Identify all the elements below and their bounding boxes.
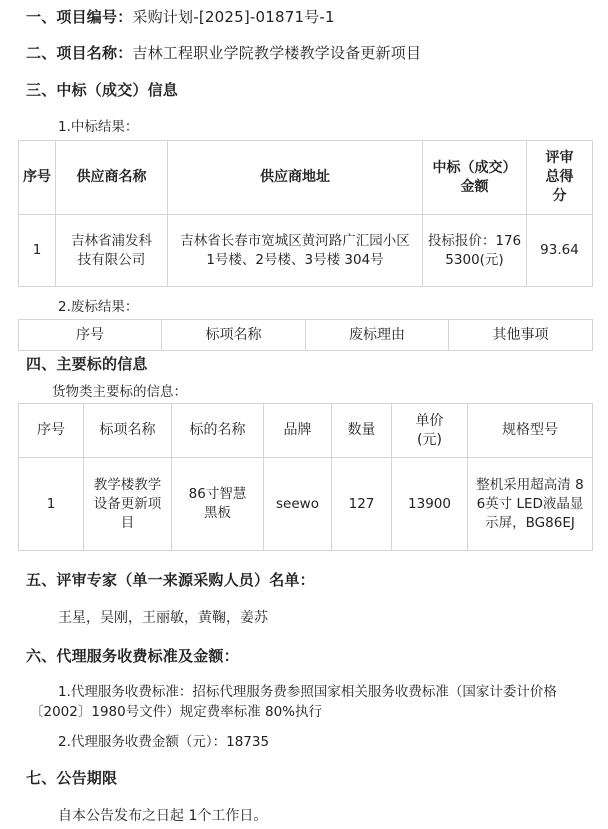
- header-cell: 序号: [19, 141, 56, 215]
- table-cell: 13900: [392, 458, 468, 551]
- header-cell: 规格型号: [468, 404, 593, 458]
- fail-result-table: [18, 319, 593, 351]
- project-number-value: 采购计划-[2025]-01871号-1: [132, 8, 335, 26]
- header-cell: 中标（成交）金额: [423, 141, 527, 215]
- section-experts: 五、评审专家（单一来源采购人员）名单：: [26, 571, 315, 589]
- table-header-row: [19, 404, 593, 458]
- goods-table: [18, 403, 593, 551]
- project-name-value: 吉林工程职业学院教学楼教学设备更新项目: [132, 44, 422, 62]
- section-award-info: 三、中标（成交）信息: [26, 81, 179, 99]
- win-result-table: [18, 140, 593, 287]
- table-cell: 整机采用超高清 86英寸 LED液晶显示屏，BG86EJ: [468, 458, 593, 551]
- header-cell: 标项名称: [84, 404, 172, 458]
- table-cell: 吉林省长春市宽城区黄河路广汇园小区 1号楼、2号楼、3号楼 304号: [168, 215, 423, 287]
- section-notice-period: 七、公告期限: [26, 769, 118, 787]
- header-cell: 评审总得分: [527, 141, 593, 215]
- table-row: [19, 458, 593, 551]
- header-cell: 序号: [19, 320, 162, 351]
- table-header-row: [19, 141, 593, 215]
- table-cell: 投标报价：1765300(元): [423, 215, 527, 287]
- section-agency-fee: 六、代理服务收费标准及金额：: [26, 647, 239, 665]
- table-row: [19, 215, 593, 287]
- header-cell: 供应商名称: [56, 141, 168, 215]
- section-project-name: [26, 42, 421, 63]
- table-cell: 教学楼教学设备更新项目: [84, 458, 172, 551]
- table-cell: 86寸智慧黑板: [172, 458, 264, 551]
- header-cell: 标的名称: [172, 404, 264, 458]
- header-cell: 供应商地址: [168, 141, 423, 215]
- table-cell: 1: [19, 458, 84, 551]
- header-cell: 标项名称: [162, 320, 306, 351]
- fail-result-label: 2.废标结果：: [58, 299, 139, 315]
- header-cell: 序号: [19, 404, 84, 458]
- section-main-items: 四、主要标的信息: [26, 355, 148, 373]
- table-cell: seewo: [264, 458, 332, 551]
- section-heading: 一、项目编号：: [26, 8, 133, 26]
- table-cell: 吉林省浦发科技有限公司: [56, 215, 168, 287]
- header-cell: 品牌: [264, 404, 332, 458]
- table-header-row: [19, 320, 593, 351]
- header-cell: 废标理由: [306, 320, 449, 351]
- win-result-label: 1.中标结果：: [58, 119, 139, 135]
- table-cell: 93.64: [527, 215, 593, 287]
- notice-period-text: 自本公告发布之日起 1个工作日。: [58, 808, 268, 824]
- header-cell: 单价(元): [392, 404, 468, 458]
- section-heading: 二、项目名称：: [26, 44, 133, 62]
- goods-label: 货物类主要标的信息：: [52, 384, 187, 400]
- fee-standard-text: 1.代理服务收费标准：招标代理服务费参照国家相关服务收费标准（国家计委计价格〔2002〕1980号文件）规定费率标准 80%执行: [30, 684, 557, 720]
- fee-amount-text: 2.代理服务收费金额（元）：18735: [58, 734, 270, 750]
- table-cell: 127: [332, 458, 392, 551]
- table-cell: 1: [19, 215, 56, 287]
- header-cell: 其他事项: [449, 320, 593, 351]
- section-project-number: [26, 6, 335, 27]
- experts-list: 王星，吴刚，王丽敏，黄鞠，姜苏: [58, 610, 268, 626]
- header-cell: 数量: [332, 404, 392, 458]
